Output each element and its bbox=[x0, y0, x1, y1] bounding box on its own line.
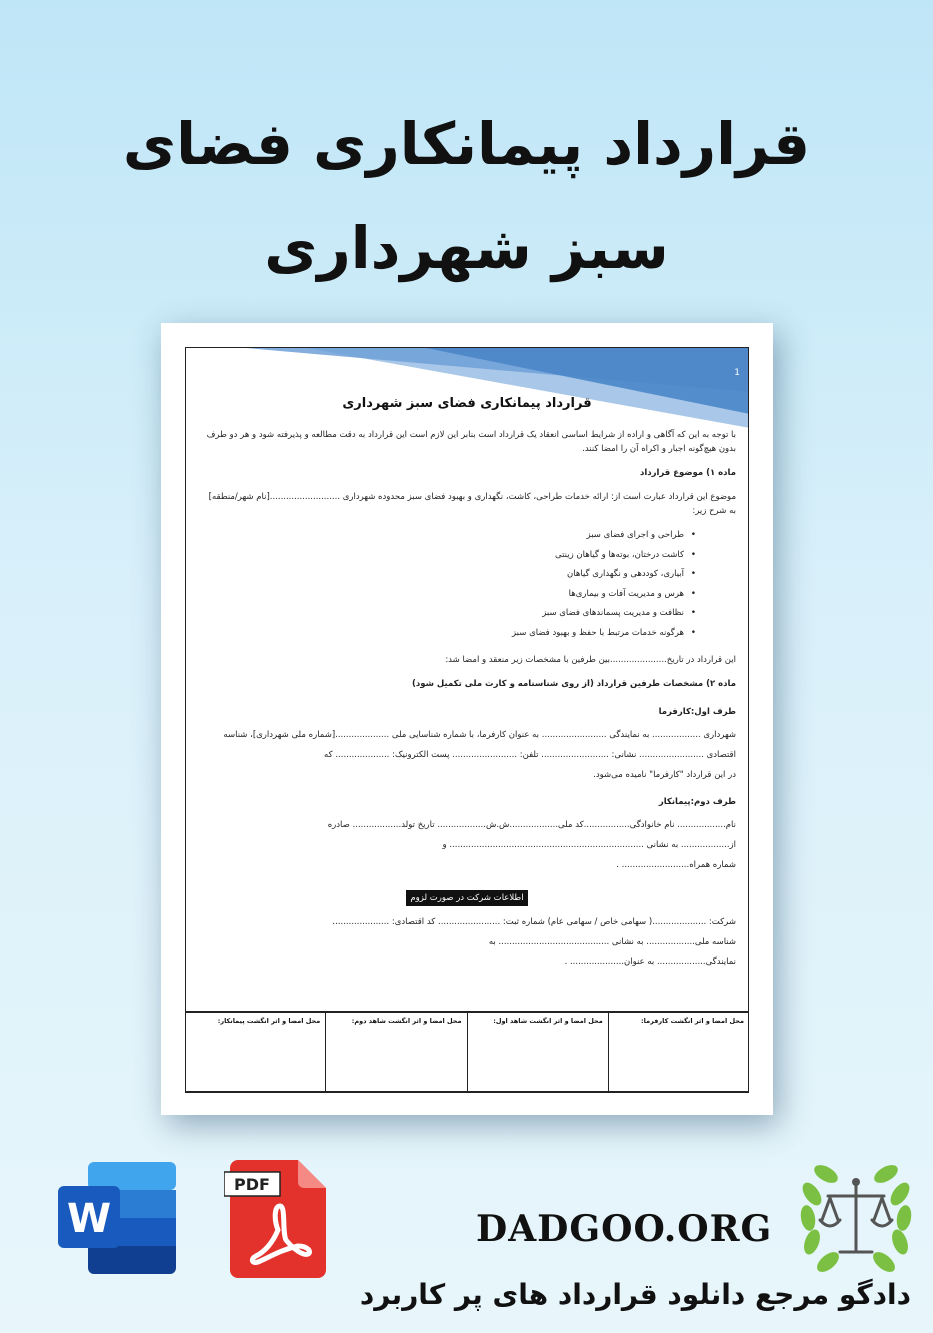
intro-line-2: بدون هیچ‌گونه اجبار و اکراه آن را امضا کنند. bbox=[582, 444, 736, 454]
list-item: • آبیاری، کوددهی و نگهداری گیاهان bbox=[198, 565, 696, 585]
article-2-heading: ماده ۲) مشخصات طرفین قرارداد (از روی شناسنامه و کارت ملی تکمیل شود) bbox=[412, 679, 736, 689]
hero-title-line-2: سبز شهرداری bbox=[264, 214, 669, 282]
signature-cell-employer: محل امضا و اثر انگشت کارفرما: bbox=[608, 1013, 749, 1091]
scales-of-justice-icon bbox=[790, 1158, 922, 1278]
pdf-badge-text: PDF bbox=[234, 1175, 270, 1194]
list-item: • هرس و مدیریت آفات و بیماری‌ها bbox=[198, 585, 696, 605]
tagline: دادگو مرجع دانلود قرارداد های پر کاربرد bbox=[359, 1278, 911, 1311]
signature-cell-contractor: محل امضا و اثر انگشت پیمانکار: bbox=[217, 1017, 321, 1025]
list-item: • کاشت درختان، بوته‌ها و گیاهان زینتی bbox=[198, 546, 696, 566]
company-info-label: اطلاعات شرکت در صورت لزوم bbox=[406, 890, 527, 906]
party-2-line-2: از.................. به نشانی ........................................................................ و bbox=[442, 840, 736, 850]
party-1-line-1: شهرداری .................. به نمایندگی ........................ به عنوان کارفرما، با شماره شناسایی ملی ....................[شماره ملی شهرداری]، شناسه bbox=[223, 730, 736, 740]
word-icon-letter: W bbox=[66, 1196, 112, 1242]
article-1-line-2: به شرح زیر: bbox=[692, 506, 736, 516]
article-1-heading: ماده ۱) موضوع قرارداد bbox=[639, 468, 736, 478]
party-2-line-1: نام.................. نام خانوادگی.................کد ملی..................ش.ش.................. تاریخ تولد.................. صادره bbox=[327, 820, 736, 830]
party-2-heading: طرف دوم:پیمانکار bbox=[658, 797, 736, 807]
document-body bbox=[198, 428, 736, 972]
word-icon[interactable] bbox=[58, 1162, 178, 1274]
list-item: • نظافت و مدیریت پسماندهای فضای سبز bbox=[198, 604, 696, 624]
list-item: • طراحی و اجرای فضای سبز bbox=[198, 526, 696, 546]
party-2-line-3: شماره همراه......................... . bbox=[616, 860, 736, 870]
header-banner bbox=[186, 348, 749, 428]
party-1-line-3: در این قرارداد "کارفرما" نامیده می‌شود. bbox=[593, 770, 736, 780]
intro-line-1: با توجه به این که آگاهی و اراده از شرایط اساسی انعقاد یک قرارداد است بنابر این لازم است این قرارداد به دقت مطالعه و پذیرفته شود و هر دو طرف bbox=[206, 430, 736, 440]
company-line-1: شرکت: ....................( سهامی خاص / سهامی عام) شماره ثبت: ....................... کد اقتصادی: ..................... bbox=[332, 917, 736, 927]
article-1-line-1: موضوع این قرارداد عبارت است از: ارائه خدمات طراحی، کاشت، نگهداری و بهبود فضای سبز محدوده شهرداری ..........................[نام شهر/منطقه] bbox=[208, 492, 736, 502]
signature-table bbox=[185, 1011, 749, 1093]
page-number: 1 bbox=[734, 368, 740, 378]
document-title: قرارداد پیمانکاری فضای سبز شهرداری bbox=[342, 396, 592, 411]
document-page bbox=[185, 347, 749, 1093]
signature-cell-witness-1: محل امضا و اثر انگشت شاهد اول: bbox=[467, 1013, 608, 1091]
hero-title-line-1: قرارداد پیمانکاری فضای bbox=[122, 110, 811, 178]
contract-date-line: این قرارداد در تاریخ.....................بین طرفین با مشخصات زیر منعقد و امضا شد: bbox=[445, 655, 736, 665]
scope-list bbox=[198, 526, 696, 643]
document-preview bbox=[161, 323, 773, 1115]
party-1-line-2: اقتصادی ........................ نشانی: ......................... تلفن: ........................ پست الکترونیک: .................... که bbox=[324, 750, 736, 760]
company-line-3: نمایندگی.................. به عنوان.................... . bbox=[564, 957, 736, 967]
signature-cell-witness-2: محل امضا و اثر انگشت شاهد دوم: bbox=[325, 1013, 466, 1091]
pdf-icon[interactable] bbox=[224, 1160, 328, 1278]
list-item: • هرگونه خدمات مرتبط با حفظ و بهبود فضای سبز bbox=[198, 624, 696, 644]
company-line-2: شناسه ملی.................. به نشانی ......................................... به bbox=[488, 937, 736, 947]
party-1-heading: طرف اول:کارفرما bbox=[658, 707, 736, 717]
brand-name: DADGOO.ORG bbox=[476, 1208, 773, 1250]
hero-title bbox=[40, 92, 893, 300]
